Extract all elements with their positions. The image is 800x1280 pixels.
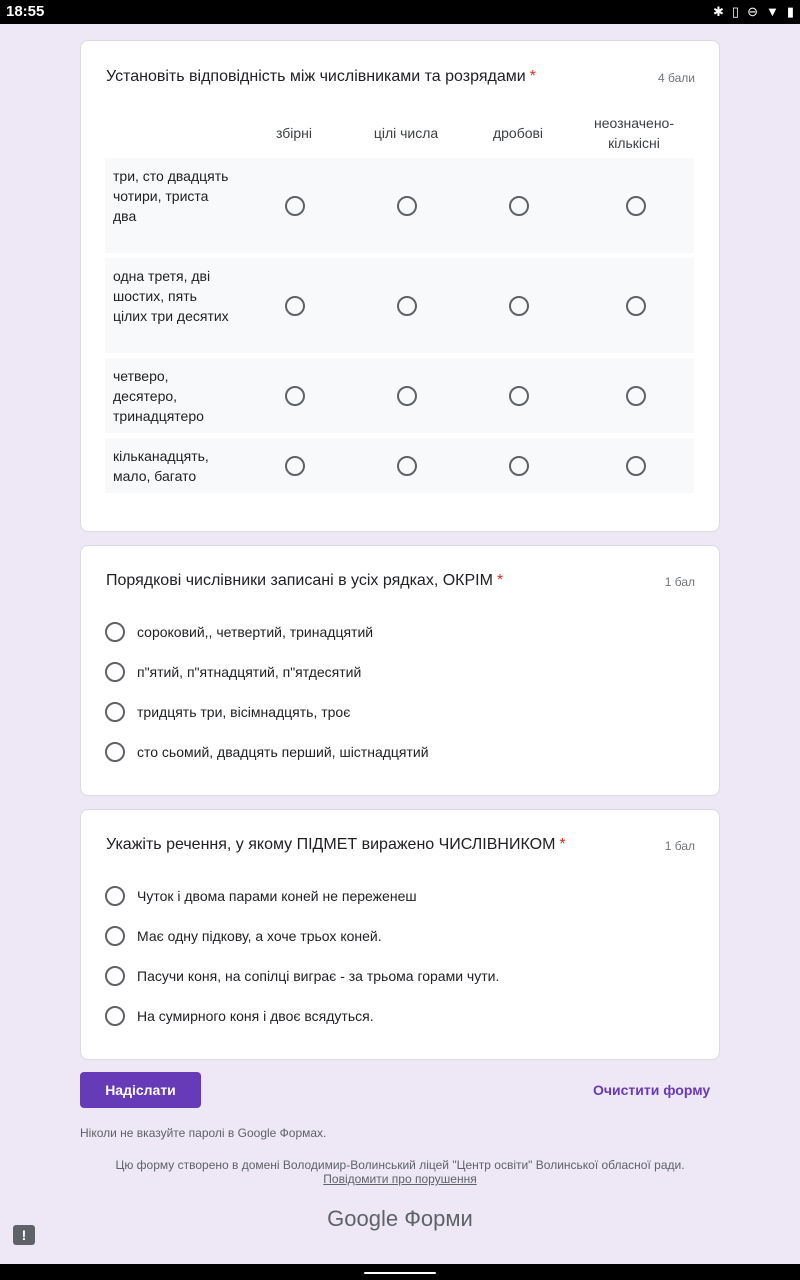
- status-bar: [0, 0, 800, 24]
- option[interactable]: [105, 702, 665, 724]
- grid-radio[interactable]: [285, 196, 305, 216]
- option-radio[interactable]: [105, 662, 125, 682]
- option-radio[interactable]: [105, 886, 125, 906]
- bluetooth-icon: ✱: [713, 4, 724, 19]
- grid-radio[interactable]: [397, 296, 417, 316]
- status-icons: [713, 3, 794, 20]
- status-time: 18:55: [6, 3, 45, 20]
- grid-row: [105, 158, 694, 253]
- grid-radio[interactable]: [626, 386, 646, 406]
- grid-row: [105, 438, 694, 493]
- do-not-disturb-icon: ⊖: [747, 4, 758, 19]
- grid-radio[interactable]: [397, 456, 417, 476]
- row-label: кільканадцять, мало, багато: [113, 448, 209, 484]
- report-abuse-link[interactable]: Повідомити про порушення: [323, 1172, 477, 1186]
- question-points: 4 бали: [658, 71, 695, 85]
- row-label: три, сто двадцять чотири, триста два: [113, 168, 229, 224]
- question-points: 1 бал: [664, 839, 695, 853]
- question-card: [80, 545, 720, 796]
- option[interactable]: [105, 1006, 665, 1028]
- question-points: 1 бал: [664, 575, 695, 589]
- option-label[interactable]: тридцять три, вісімнадцять, троє: [137, 704, 351, 720]
- required-asterisk: *: [559, 836, 566, 853]
- grid-radio[interactable]: [626, 296, 646, 316]
- option-label[interactable]: Має одну підкову, а хоче трьох коней.: [137, 928, 382, 944]
- column-header: дробові: [492, 125, 544, 141]
- grid-row: [105, 358, 694, 433]
- question-title: Укажіть речення, у якому ПІДМЕТ виражено ЧИСЛІВНИКОМ *: [106, 836, 566, 853]
- option-label[interactable]: Пасучи коня, на сопілці виграє - за трьома горами чути.: [137, 968, 500, 984]
- column-header: неозначено-кількісні: [593, 115, 675, 151]
- option[interactable]: [105, 966, 665, 988]
- grid-row: [105, 258, 694, 353]
- required-asterisk: *: [496, 572, 504, 589]
- grid-radio[interactable]: [509, 456, 529, 476]
- row-label: четверо, десятеро, тринадцятеро: [113, 368, 204, 424]
- submit-button[interactable]: Надіслати: [80, 1072, 201, 1108]
- grid-radio[interactable]: [285, 386, 305, 406]
- question-title: Порядкові числівники записані в усіх рядках, ОКРІМ *: [106, 572, 504, 589]
- option-label[interactable]: Чуток і двома парами коней не переженеш: [137, 888, 417, 904]
- grid-radio[interactable]: [397, 196, 417, 216]
- option[interactable]: [105, 926, 665, 948]
- option-label[interactable]: сто сьомий, двадцять перший, шістнадцятий: [137, 744, 429, 760]
- question-card: [80, 809, 720, 1060]
- grid-radio[interactable]: [509, 296, 529, 316]
- password-warning: Ніколи не вказуйте паролі в Google Формах.: [80, 1126, 327, 1140]
- option-radio[interactable]: [105, 702, 125, 722]
- option-radio[interactable]: [105, 622, 125, 642]
- clear-form-button[interactable]: Очистити форму: [593, 1082, 711, 1098]
- grid-radio[interactable]: [626, 196, 646, 216]
- option[interactable]: [105, 742, 665, 764]
- option[interactable]: [105, 886, 665, 908]
- required-asterisk: *: [529, 68, 536, 85]
- option-label[interactable]: сороковий,, четвертий, тринадцятий: [137, 624, 374, 640]
- wifi-icon: ▼: [765, 4, 779, 19]
- grid-radio[interactable]: [626, 456, 646, 476]
- report-abuse: [0, 1172, 800, 1186]
- grid-radio[interactable]: [397, 386, 417, 406]
- option-label[interactable]: п"ятий, п"ятнадцятий, п"ятдесятий: [137, 664, 362, 680]
- grid-radio[interactable]: [509, 196, 529, 216]
- vibrate-icon: ▯: [731, 4, 740, 19]
- row-label: одна третя, дві шостих, пять цілих три десятих: [113, 268, 229, 324]
- option[interactable]: [105, 662, 665, 684]
- home-handle[interactable]: [364, 1272, 436, 1274]
- option-label[interactable]: На сумирного коня і двоє всядуться.: [137, 1008, 374, 1024]
- battery-icon: ▮: [786, 4, 794, 19]
- option-radio[interactable]: [105, 742, 125, 762]
- option-radio[interactable]: [105, 966, 125, 986]
- grid-radio[interactable]: [285, 296, 305, 316]
- question-title: Установіть відповідність між числівниками та розрядами *: [106, 68, 536, 85]
- google-forms-logo: Google Форми: [327, 1206, 473, 1231]
- option[interactable]: [105, 622, 665, 644]
- feedback-icon[interactable]: !: [13, 1225, 35, 1245]
- grid-radio[interactable]: [509, 386, 529, 406]
- option-radio[interactable]: [105, 1006, 125, 1026]
- domain-note: Цю форму створено в домені Володимир-Волинський ліцей "Центр освіти" Волинської обласної ради.: [115, 1158, 685, 1172]
- navigation-bar: [0, 1264, 800, 1280]
- option-radio[interactable]: [105, 926, 125, 946]
- column-header: цілі числа: [373, 125, 439, 141]
- column-header: збірні: [275, 125, 313, 141]
- grid-radio[interactable]: [285, 456, 305, 476]
- question-card-grid: [80, 40, 720, 532]
